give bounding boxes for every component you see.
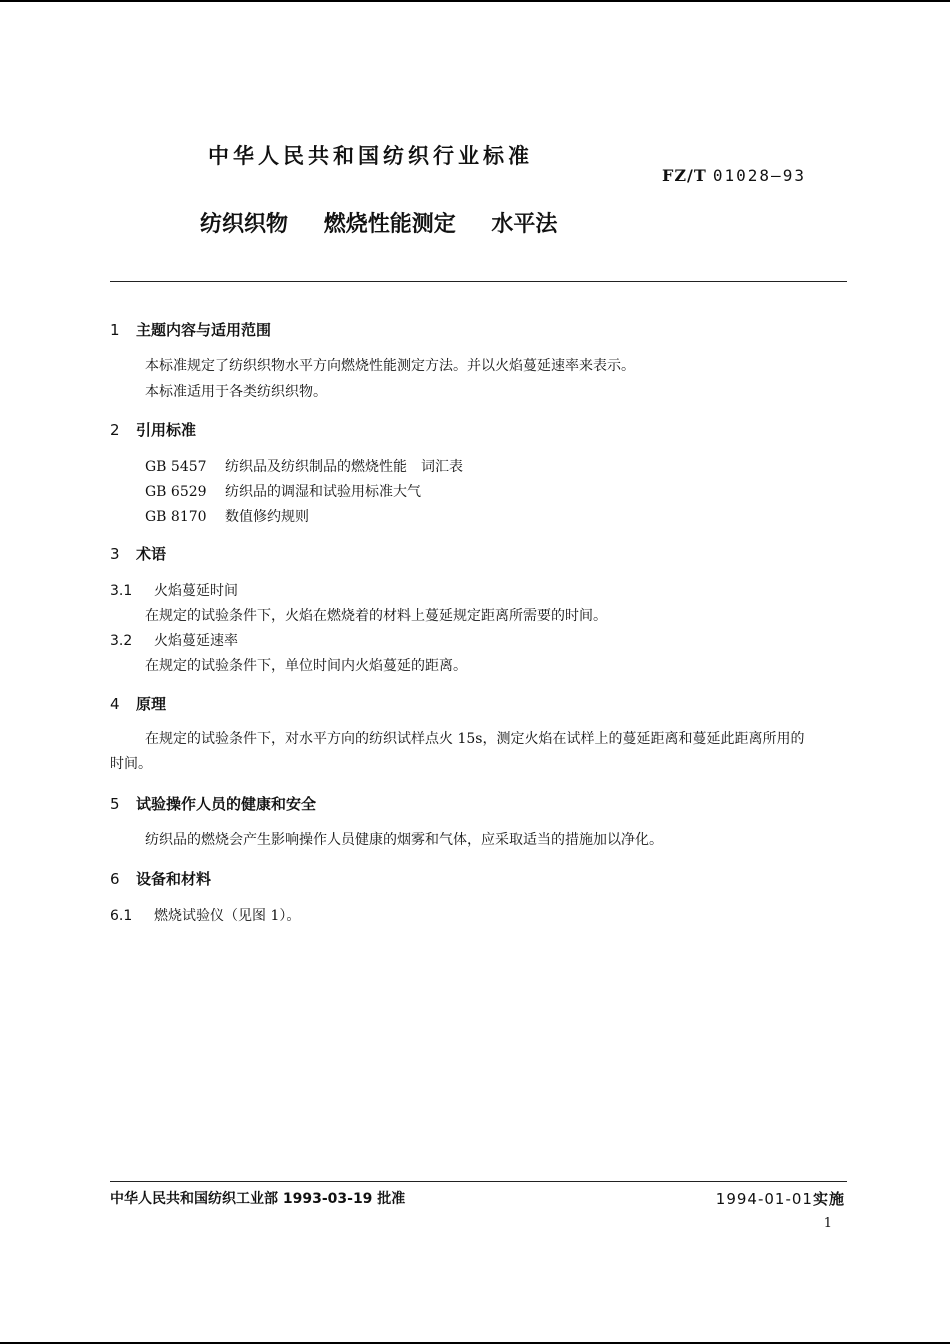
term-title: 火焰蔓延时间	[154, 583, 238, 599]
item-number: 6.1	[110, 908, 133, 924]
section-number: 5	[110, 795, 120, 813]
section-3-heading	[110, 543, 166, 564]
header-rule	[110, 281, 847, 282]
section-number: 1	[110, 321, 120, 339]
effective-label: 实施	[812, 1190, 845, 1208]
reference-code: GB 5457	[145, 459, 207, 475]
section-2-heading	[110, 419, 196, 440]
title-part-1: 纺织织物	[200, 212, 289, 237]
section-title: 术语	[136, 545, 167, 563]
section-title: 试验操作人员的健康和安全	[136, 795, 317, 813]
term-number: 3.2	[110, 633, 133, 649]
section-number: 2	[110, 421, 120, 439]
reference-code: GB 8170	[145, 509, 207, 525]
term-number: 3.1	[110, 583, 133, 599]
item-6-1	[110, 905, 300, 925]
reference-item	[145, 506, 309, 526]
item-text: 燃烧试验仪（见图 1）。	[154, 908, 301, 924]
section-1-paragraph-1: 本标准规定了纺织织物水平方向燃烧性能测定方法。并以火焰蔓延速率来表示。	[145, 358, 635, 374]
section-5-paragraph: 纺织品的燃烧会产生影响操作人员健康的烟雾和气体，应采取适当的措施加以净化。	[145, 832, 663, 848]
term-3-2-heading	[110, 630, 238, 650]
reference-code: GB 6529	[145, 484, 207, 500]
footer-rule	[110, 1181, 847, 1182]
top-border	[0, 0, 950, 2]
section-6-heading	[110, 868, 211, 889]
section-title: 原理	[136, 695, 167, 713]
effective-statement	[716, 1188, 845, 1209]
section-title: 设备和材料	[136, 870, 212, 888]
reference-name: 纺织品及纺织制品的燃烧性能 词汇表	[225, 459, 463, 475]
section-number: 4	[110, 695, 120, 713]
code-prefix: FZ/T	[662, 166, 707, 185]
title-part-3: 水平法	[491, 212, 558, 237]
term-title: 火焰蔓延速率	[154, 633, 238, 649]
section-1-paragraph-2: 本标准适用于各类纺织织物。	[145, 384, 327, 400]
term-3-1-heading	[110, 580, 238, 600]
effective-date: 1994-01-01	[715, 1190, 813, 1208]
code-number: 01028—93	[712, 166, 806, 185]
approval-statement: 中华人民共和国纺织工业部 1993-03-19 批准	[110, 1191, 406, 1207]
reference-item	[145, 481, 421, 501]
section-number: 6	[110, 870, 120, 888]
section-title: 主题内容与适用范围	[136, 321, 272, 339]
section-4-paragraph: 在规定的试验条件下，对水平方向的纺织试样点火 15s，测定火焰在试样上的蔓延距离和蔓延此距离所用的时间。	[110, 731, 805, 772]
term-3-1-definition: 在规定的试验条件下，火焰在燃烧着的材料上蔓延规定距离所需要的时间。	[145, 608, 607, 624]
section-5-heading	[110, 793, 316, 814]
page-number: 1	[823, 1216, 832, 1231]
title-part-2: 燃烧性能测定	[323, 212, 456, 237]
reference-name: 纺织品的调湿和试验用标准大气	[225, 484, 421, 500]
reference-item	[145, 456, 463, 476]
section-title: 引用标准	[136, 421, 197, 439]
term-3-2-definition: 在规定的试验条件下，单位时间内火焰蔓延的距离。	[145, 658, 467, 674]
issuer-title: 中华人民共和国纺织行业标准	[208, 144, 533, 168]
section-number: 3	[110, 545, 120, 563]
reference-name: 数值修约规则	[225, 509, 309, 525]
section-1-heading	[110, 319, 271, 340]
document-title	[200, 207, 557, 238]
standard-code	[662, 166, 806, 185]
section-4-heading	[110, 693, 166, 714]
